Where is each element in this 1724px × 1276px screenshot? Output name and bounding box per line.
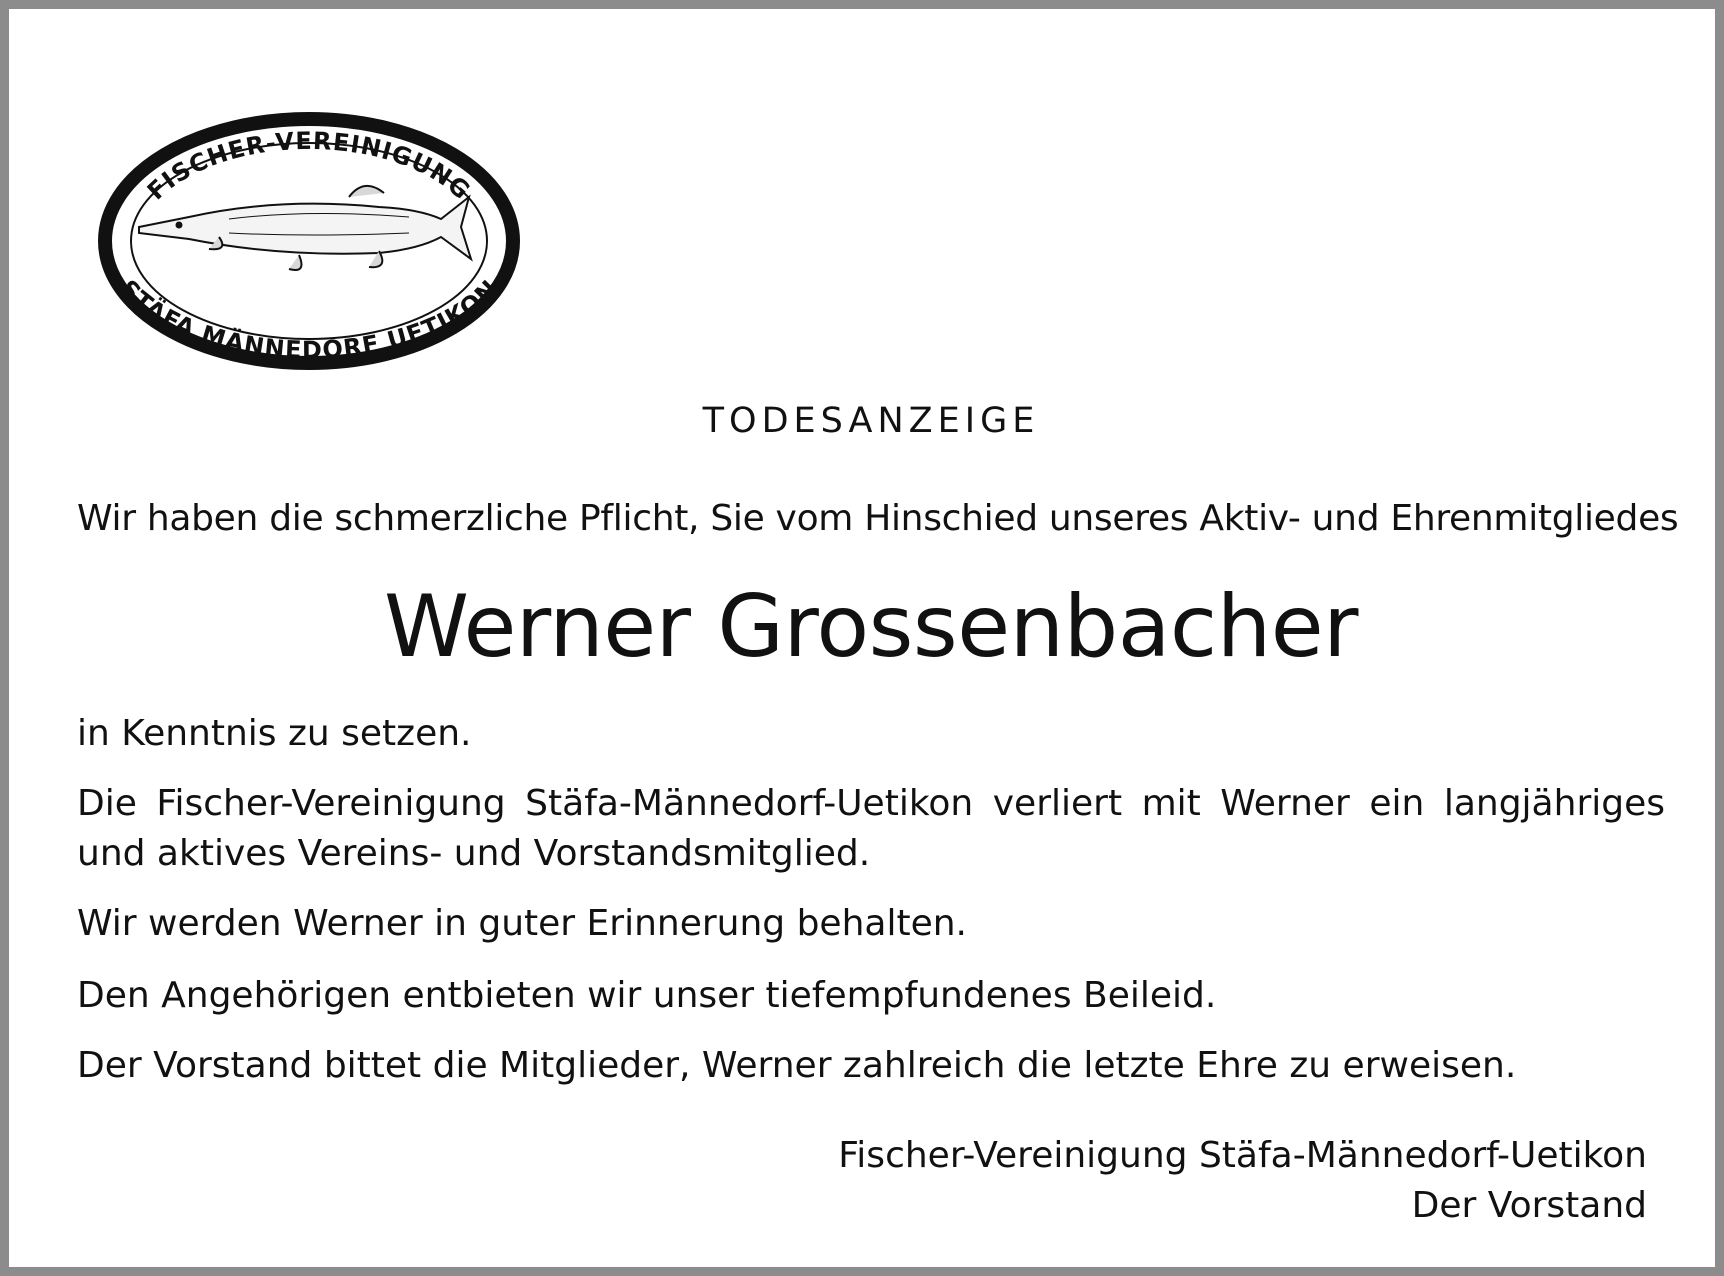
association-logo: [79, 109, 539, 389]
paragraph-funeral-request: Der Vorstand bittet die Mitglieder, Werner zahlreich die letzte Ehre zu erweisen.: [77, 1045, 1517, 1086]
intro-sentence: Wir haben die schmerzliche Pflicht, Sie vom Hinschied unseres Aktiv- und Ehrenmitgliedes: [77, 498, 1679, 539]
logo-top-text: FISCHER-VEREINIGUNG: [141, 126, 476, 206]
paragraph-association-loss: Die Fischer-Vereinigung Stäfa-Männedorf-Uetikon verliert mit Werner ein langjähriges und aktives Vereins- und Vorstandsmitglied.: [77, 783, 1665, 874]
notice-heading: TODESANZEIGE: [702, 401, 1040, 441]
deceased-name: Werner Grossenbacher: [384, 577, 1358, 677]
logo-bottom-text: STÄFA MÄNNEDORF UETIKON: [114, 274, 504, 365]
paragraph-remembrance: Wir werden Werner in guter Erinnerung behalten.: [77, 903, 967, 944]
svg-text:STÄFA MÄNNEDORF UETIKON: [114, 274, 504, 364]
paragraph-notice-continuation: in Kenntnis zu setzen.: [77, 713, 472, 754]
signature-block: [838, 1131, 1647, 1231]
signature-role: Der Vorstand: [1411, 1185, 1647, 1226]
pike-fish-icon: [139, 186, 471, 270]
paragraph-condolences: Den Angehörigen entbieten wir unser tiefempfundenes Beileid.: [77, 975, 1217, 1016]
signature-organization: Fischer-Vereinigung Stäfa-Männedorf-Uetikon: [838, 1135, 1647, 1176]
